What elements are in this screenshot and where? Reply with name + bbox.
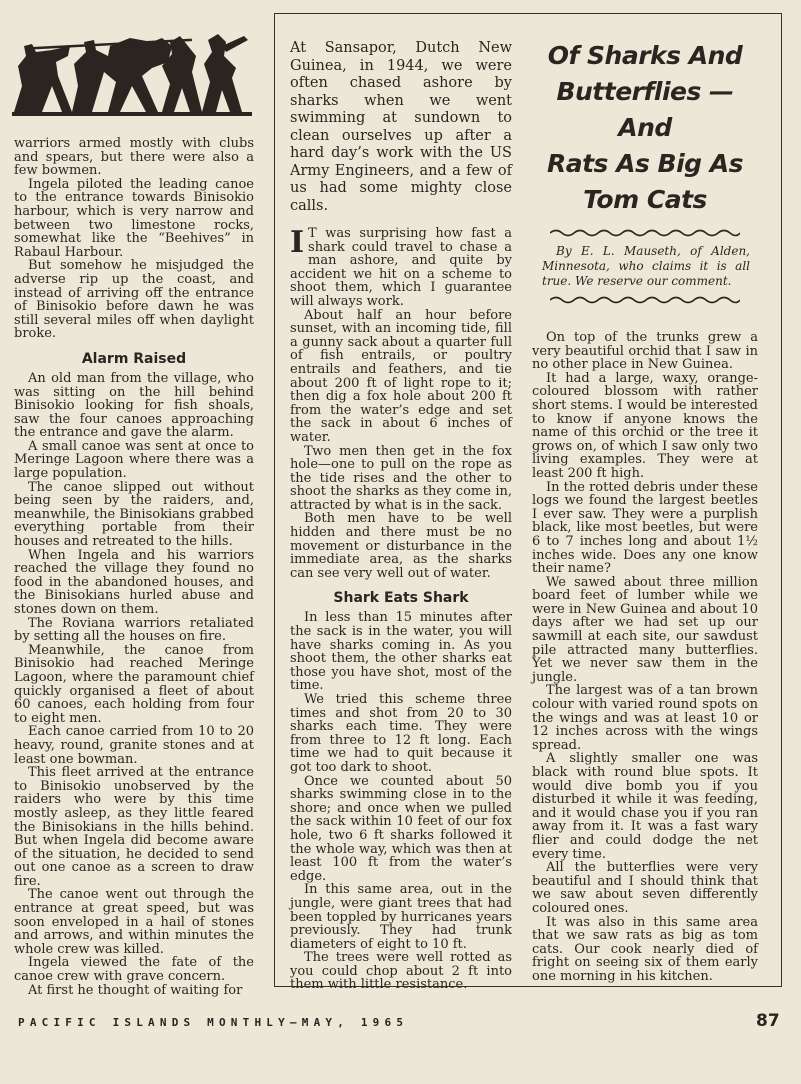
paragraph: When Ingela and his warriors reached the village they found no food in the abandoned houses, and the Binisokians hurled abuse and stones down on them.: [14, 547, 254, 617]
paragraph-rest: was surprising how fast a shark could travel to chase a man ashore, and quite by accident we hit on a scheme to shoot them, which I guarantee will always work.: [290, 226, 512, 309]
subheading-alarm-raised: Alarm Raised: [81, 350, 187, 367]
paragraph: The Roviana warriors retaliated by setting all the houses on fire.: [14, 615, 254, 645]
paragraph: In less than 15 minutes after the sack is in the water, you will have sharks coming in. As you shoot them, the other sharks eat those you have shot, most of the time.: [290, 610, 512, 694]
article-title: [532, 38, 758, 218]
title-line: Rats As Big As: [546, 149, 744, 178]
title-line: Tom Cats: [583, 185, 707, 214]
wave-divider-bottom: [550, 295, 740, 305]
title-line: Butterflies — And: [556, 77, 734, 142]
paragraph: Each canoe carried from 10 to 20 heavy, round, granite stones and at least one bowman.: [14, 724, 254, 767]
title-line: Of Sharks And: [547, 41, 743, 70]
page-number: 87: [756, 1011, 780, 1031]
byline: By E. L. Mauseth, of Alden, Minnesota, who claims it is all true. We reserve our comment.: [542, 244, 750, 288]
paragraph: Meanwhile, the canoe from Binisokio had reached Meringe Lagoon, where the paramount chief quickly organised a fleet of about 60 canoes, each holding from four to eight men.: [14, 642, 254, 726]
paragraph: We tried this scheme three times and shot from 20 to 30 sharks each time. They were from three to 12 ft long. Each time we had to quit because it got too dark to shoot.: [290, 692, 512, 775]
paragraph: In the rotted debris under these logs we found the largest beetles I ever saw. They were a purplish black, like most beetles, but were 6 to 7 inches long and about 1½ inches wide. Does any one know their name?: [532, 479, 758, 577]
paragraph: About half an hour before sunset, with an incoming tide, fill a gunny sack about a quarter full of fish entrails, or poultry entrails and feathers, and tie about 200 ft of light rope to it; then dig a fox hole about 200 ft from the water’s edge and set the sack in about 6 inches of water.: [290, 307, 512, 445]
paragraph: Ingela viewed the fate of the canoe crew with grave concern.: [14, 955, 254, 985]
paragraph: A small canoe was sent at once to Meringe Lagoon where there was a large population.: [14, 438, 254, 482]
middle-column: [290, 40, 512, 992]
right-column: [532, 38, 758, 984]
paragraph: We sawed about three million board feet of lumber while we were in New Guinea and about 10 days after we had set up our sawmill at each site, our sawdust pile attracted many butterflies. Yet we never saw them in the jungle.: [532, 574, 758, 685]
lead-paragraph: At Sansapor, Dutch New Guinea, in 1944, we were often chased ashore by sharks when we went swimming at sundown to clean ourselves up after a hard day’s work with the US Army Engineers, and a few of us had some mighty close calls.: [290, 40, 512, 214]
paragraph: The canoe slipped out without being seen by the raiders, and, meanwhile, the Binisokians grabbed everything portable from their houses and retreated to the hills.: [14, 479, 254, 550]
paragraph: Two men then get in the fox hole—one to pull on the rope as the tide rises and the other to shoot the sharks as they come in, attracted by what is in the sack.: [290, 443, 512, 513]
paragraph: A slightly smaller one was black with round blue spots. It would dive bomb you if you disturbed it while it was feeding, and it would chase you if you ran away from it. It was a fast wary flier and could dodge the net every time.: [532, 751, 758, 862]
publication-footer: PACIFIC ISLANDS MONTHLY—MAY, 1965: [18, 1016, 409, 1029]
wave-divider-top: [550, 228, 740, 238]
paragraph: Once we counted about 50 sharks swimming close in to the shore; and once when we pulled the sack within 10 feet of our fox hole, two 6 ft sharks followed it the whole way, which was then at least 100 ft from the water’s edge.: [290, 773, 512, 884]
paragraph: The largest was of a tan brown colour with varied round spots on the wings and was at least 10 or 12 inches across with the wings spread.: [532, 683, 758, 753]
paragraph: The canoe went out through the entrance at great speed, but was soon enveloped in a hail of stones and arrows, and within minutes the whole crew was killed.: [14, 887, 254, 957]
paragraph: It had a large, waxy, orange-coloured blossom with rather short stems. I would be interested to know if anyone knows the name of this orchid or the tree it grows on, of which I saw only two living examples. They were at least 200 ft high.: [532, 370, 758, 481]
paragraph-dropcap: [290, 227, 512, 309]
caps-word: T: [308, 226, 317, 241]
paragraph: This fleet arrived at the entrance to Binisokio unobserved by the raiders who were by this time mostly asleep, as they little feared the Binisokians in the hills behind. But when Ingela did become aware of the situation, he decided to send out one canoe as a screen to draw fire.: [14, 765, 254, 889]
warriors-illustration: [12, 16, 252, 118]
paragraph: On top of the trunks grew a very beautiful orchid that I saw in no other place in New Guinea.: [532, 330, 758, 373]
paragraph: But somehow he misjudged the adverse rip up the coast, and instead of arriving off the entrance of Binisokio before dawn he was still several miles off when daylight broke.: [14, 258, 254, 342]
paragraph: It was also in this same area that we saw rats as big as tom cats. Our cook nearly died of fright on seeing six of them early one morning in his kitchen.: [532, 914, 758, 984]
drop-cap: I: [290, 225, 305, 260]
paragraph: An old man from the village, who was sitting on the hill behind Binisokio looking for fish shoals, saw the four canoes approaching the entrance and gave the alarm.: [14, 370, 254, 441]
paragraph: warriors armed mostly with clubs and spears, but there were also a few bowmen.: [14, 136, 254, 179]
paragraph: In this same area, out in the jungle, were giant trees that had been toppled by hurricanes years previously. They had trunk diameters of eight to 10 ft.: [290, 882, 512, 952]
left-column: [14, 137, 254, 997]
paragraph: Both men have to be well hidden and there must be no movement or disturbance in the immediate area, as the sharks can see very well out of water.: [290, 511, 512, 581]
paragraph: The trees were well rotted as you could chop about 2 ft into them with little resistance.: [290, 950, 512, 993]
paragraph: Ingela piloted the leading canoe to the entrance towards Binisokio harbour, which is very narrow and between two limestone rocks, somewhat like the “Beehives” in Rabaul Harbour.: [14, 176, 254, 260]
subheading-shark-eats-shark: Shark Eats Shark: [333, 590, 469, 607]
paragraph: At first he thought of waiting for: [28, 982, 243, 998]
paragraph: All the butterflies were very beautiful and I should think that we saw about seven differently coloured ones.: [532, 860, 758, 916]
